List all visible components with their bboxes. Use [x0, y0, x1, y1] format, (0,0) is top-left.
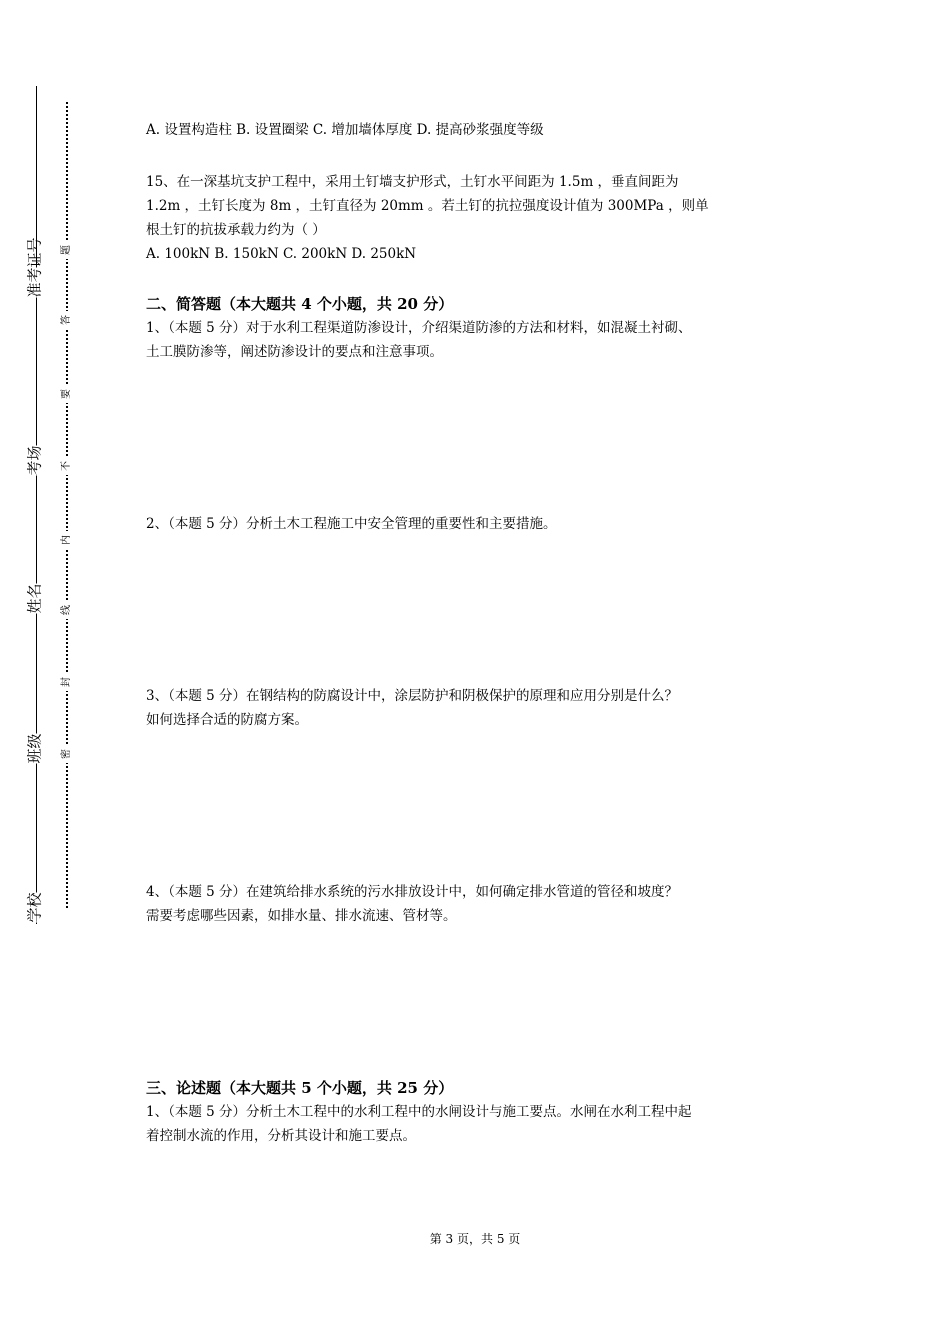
- seal-char: 不: [61, 457, 73, 475]
- seal-char: 答: [61, 311, 73, 329]
- class-label: 班级: [25, 733, 44, 764]
- seal-char: 要: [61, 385, 73, 403]
- question-line: 着控制水流的作用，分析其设计和施工要点。: [146, 1128, 416, 1144]
- seal-dotted-line: [66, 102, 68, 908]
- question-line: 1、（本题 5 分）对于水利工程渠道防渗设计，介绍渠道防渗的方法和材料，如混凝土衬砌、: [146, 320, 692, 336]
- exam-room-label: 考场: [25, 445, 44, 476]
- q15-options: A. 100kN B. 150kN C. 200kN D. 250kN: [146, 246, 417, 262]
- seal-char: 封: [61, 673, 73, 691]
- page-number: 第 3 页，共 5 页: [429, 1232, 521, 1246]
- seal-char: 密: [61, 745, 73, 763]
- question-line: 土工膜防渗等，阐述防渗设计的要点和注意事项。: [146, 344, 443, 360]
- seal-char: 内: [61, 531, 73, 549]
- question-line: 需要考虑哪些因素，如排水量、排水流速、管材等。: [146, 908, 457, 924]
- school-label: 学校: [25, 892, 44, 923]
- seal-char: 题: [61, 241, 73, 259]
- question-line: 如何选择合适的防腐方案。: [146, 712, 308, 728]
- question-line: 4、（本题 5 分）在建筑给排水系统的污水排放设计中，如何确定排水管道的管径和坡度？: [146, 884, 679, 900]
- seal-char: 线: [61, 601, 73, 619]
- q14-options: A. 设置构造柱 B. 设置圈梁 C. 增加墙体厚度 D. 提高砂浆强度等级: [146, 122, 544, 138]
- question-line: 2、（本题 5 分）分析土木工程施工中安全管理的重要性和主要措施。: [146, 516, 557, 532]
- question-line: 1、（本题 5 分）分析土木工程中的水利工程中的水闸设计与施工要点。水闸在水利工程中起: [146, 1104, 692, 1120]
- question-line: 3、（本题 5 分）在钢结构的防腐设计中，涂层防护和阴极保护的原理和应用分别是什么？: [146, 688, 679, 704]
- section-3-title: 三、论述题（本大题共 5 个小题，共 25 分）: [146, 1079, 454, 1097]
- exam-content: [146, 118, 816, 1148]
- section-2-title: 二、简答题（本大题共 4 个小题，共 20 分）: [146, 295, 454, 313]
- name-label: 姓名: [25, 583, 44, 614]
- q15-line: 根土钉的抗拔承载力约为（ ）: [146, 222, 326, 238]
- binding-line: [36, 86, 37, 924]
- q15-line: 15、在一深基坑支护工程中，采用土钉墙支护形式，土钉水平间距为 1.5m ，垂直间距为: [146, 174, 679, 190]
- exam-id-label: 准考证号: [25, 237, 44, 298]
- q15-line: 1.2m ，土钉长度为 8m ，土钉直径为 20mm 。若土钉的抗拉强度设计值为 300MPa ，则单: [146, 198, 709, 214]
